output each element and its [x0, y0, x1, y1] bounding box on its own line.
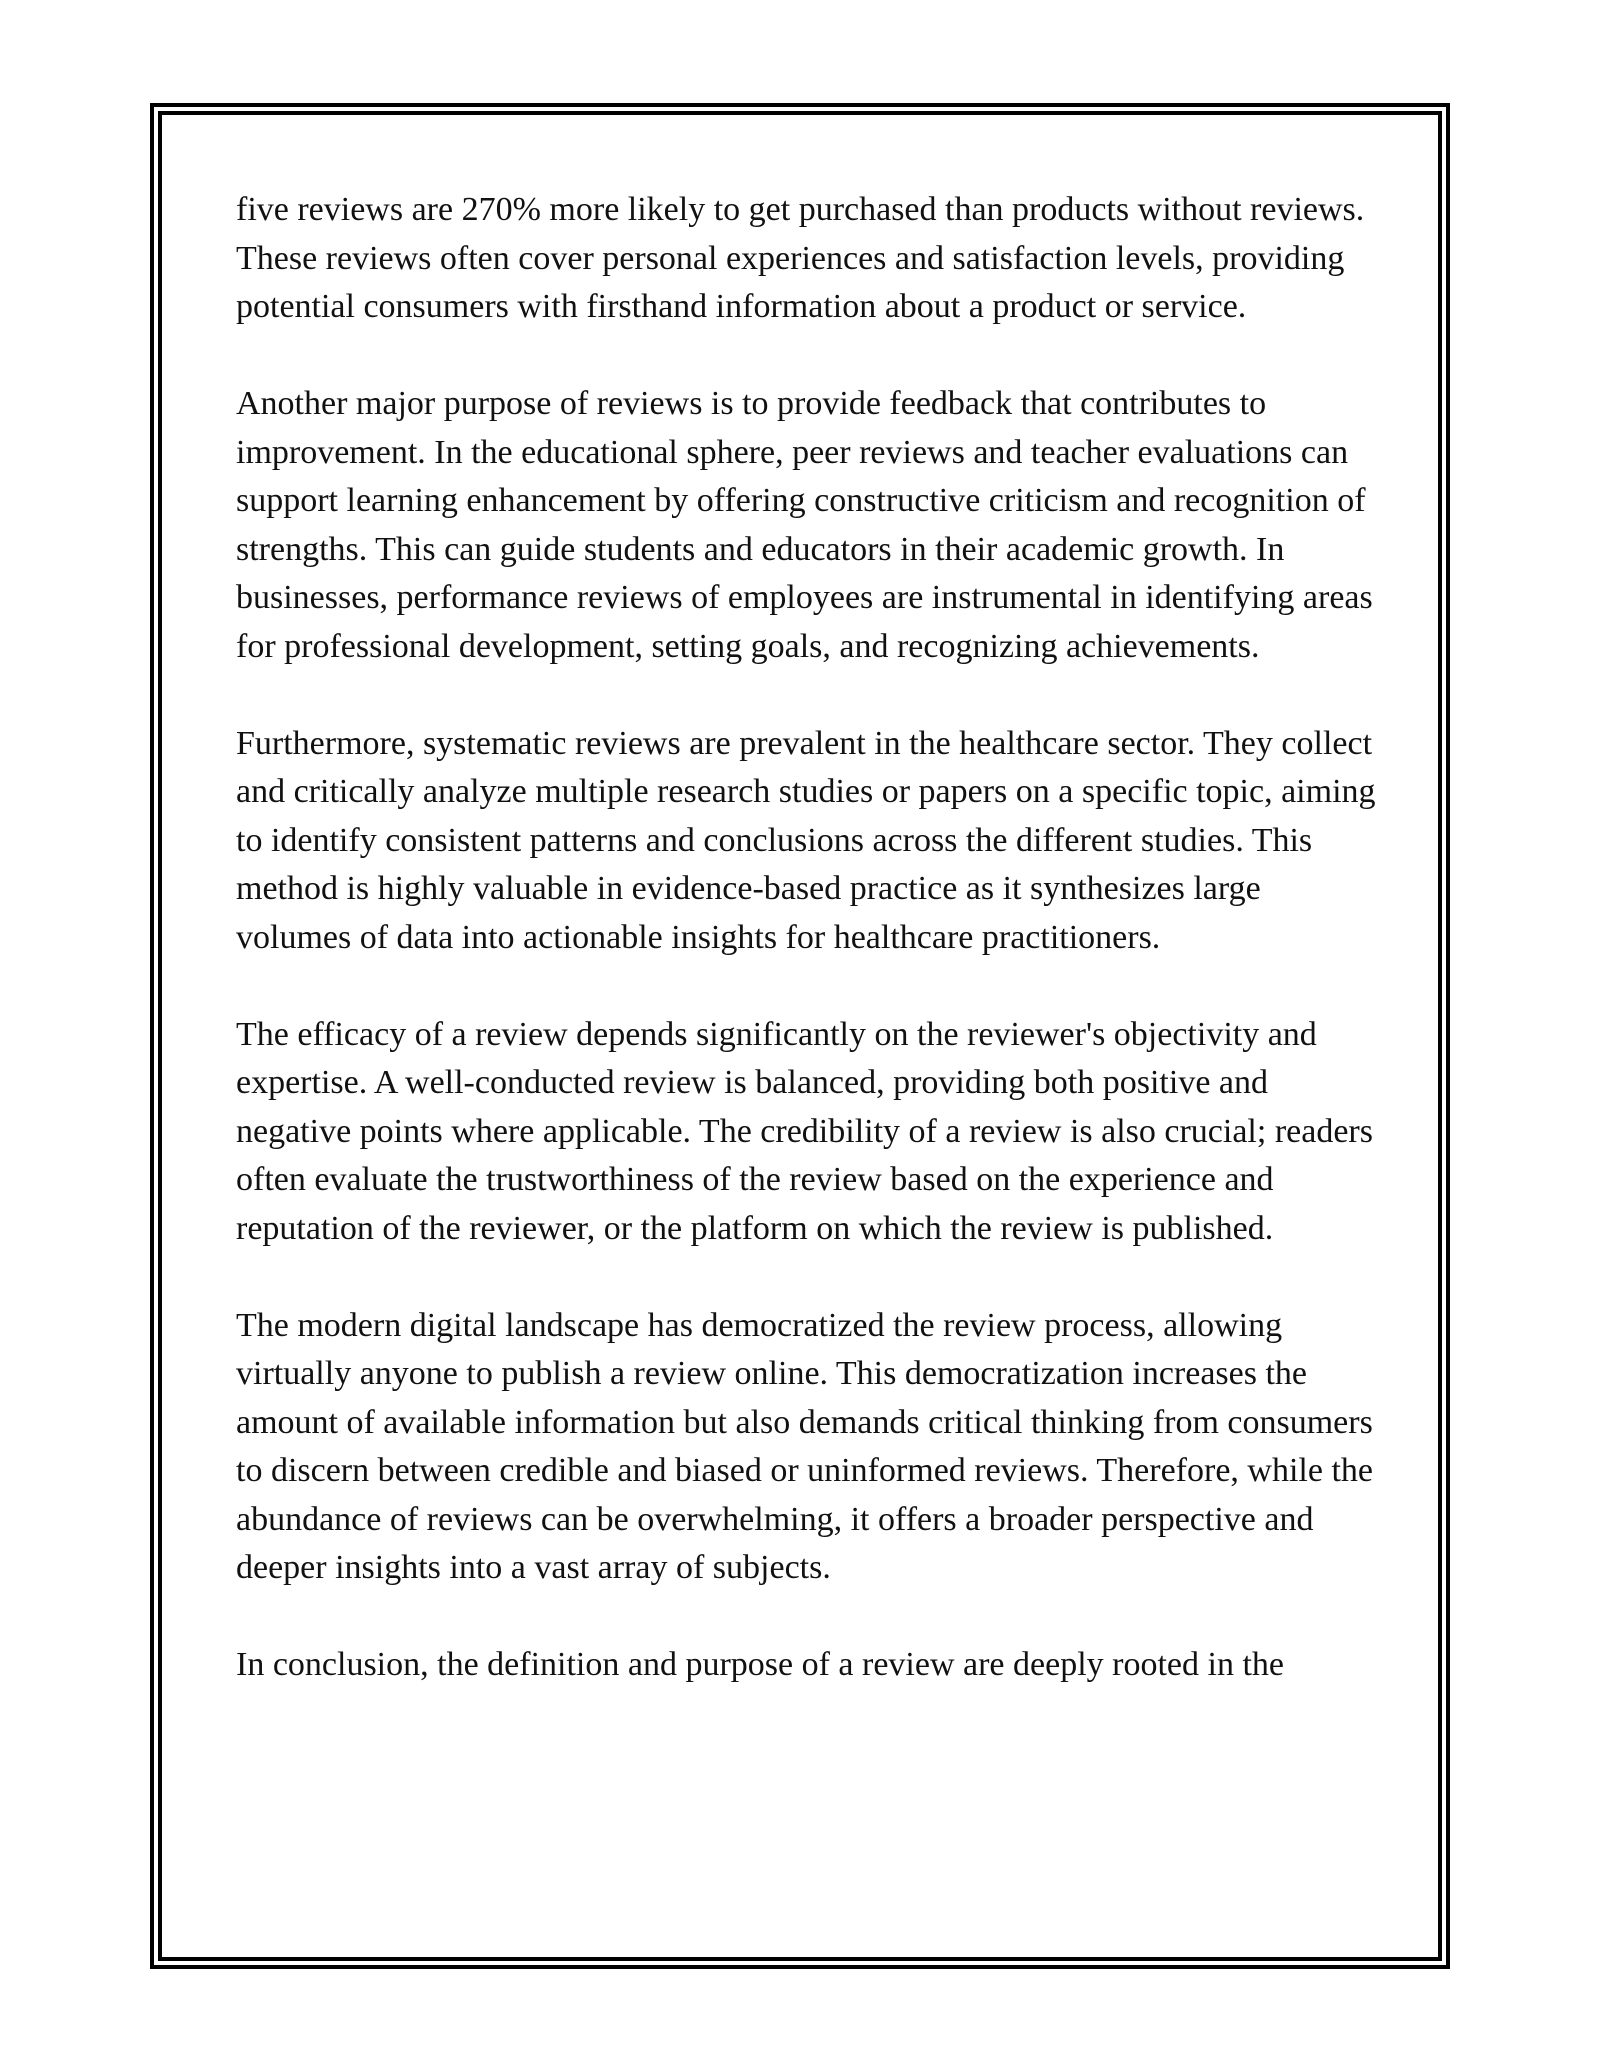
paragraph: In conclusion, the definition and purpose of a review are deeply rooted in the — [236, 1646, 1284, 1683]
paragraph: Another major purpose of reviews is to provide feedback that contributes to improvement. In the educational sphere, peer reviews and teacher evaluations can support learning enhancement by offering constructive criticism and recognition of strengths. This can guide students and educators in their academic growth. In businesses, performance reviews of employees are instrumental in identifying areas for professional development, setting goals, and recognizing achievements. — [236, 385, 1373, 665]
document-body — [236, 186, 1376, 1690]
paragraph: Furthermore, systematic reviews are prevalent in the healthcare sector. They collect and critically analyze multiple research studies or papers on a specific topic, aiming to identify consistent patterns and conclusions across the different studies. This method is highly valuable in evidence-based practice as it synthesizes large volumes of data into actionable insights for healthcare practitioners. — [236, 724, 1376, 956]
paragraph: The modern digital landscape has democratized the review process, allowing virtually anyone to publish a review online. This democratization increases the amount of available information but also demands critical thinking from consumers to discern between credible and biased or uninformed reviews. Therefore, while the abundance of reviews can be overwhelming, it offers a broader perspective and deeper insights into a vast array of subjects. — [236, 1306, 1373, 1586]
paragraph: The efficacy of a review depends significantly on the reviewer's objectivity and expertise. A well-conducted review is balanced, providing both positive and negative points where applicable. The credibility of a review is also crucial; readers often evaluate the trustworthiness of the review based on the experience and reputation of the reviewer, or the platform on which the review is published. — [236, 1015, 1373, 1247]
paragraph: five reviews are 270% more likely to get purchased than products without reviews. These reviews often cover personal experiences and satisfaction levels, providing potential consumers with firsthand information about a product or service. — [236, 191, 1365, 325]
